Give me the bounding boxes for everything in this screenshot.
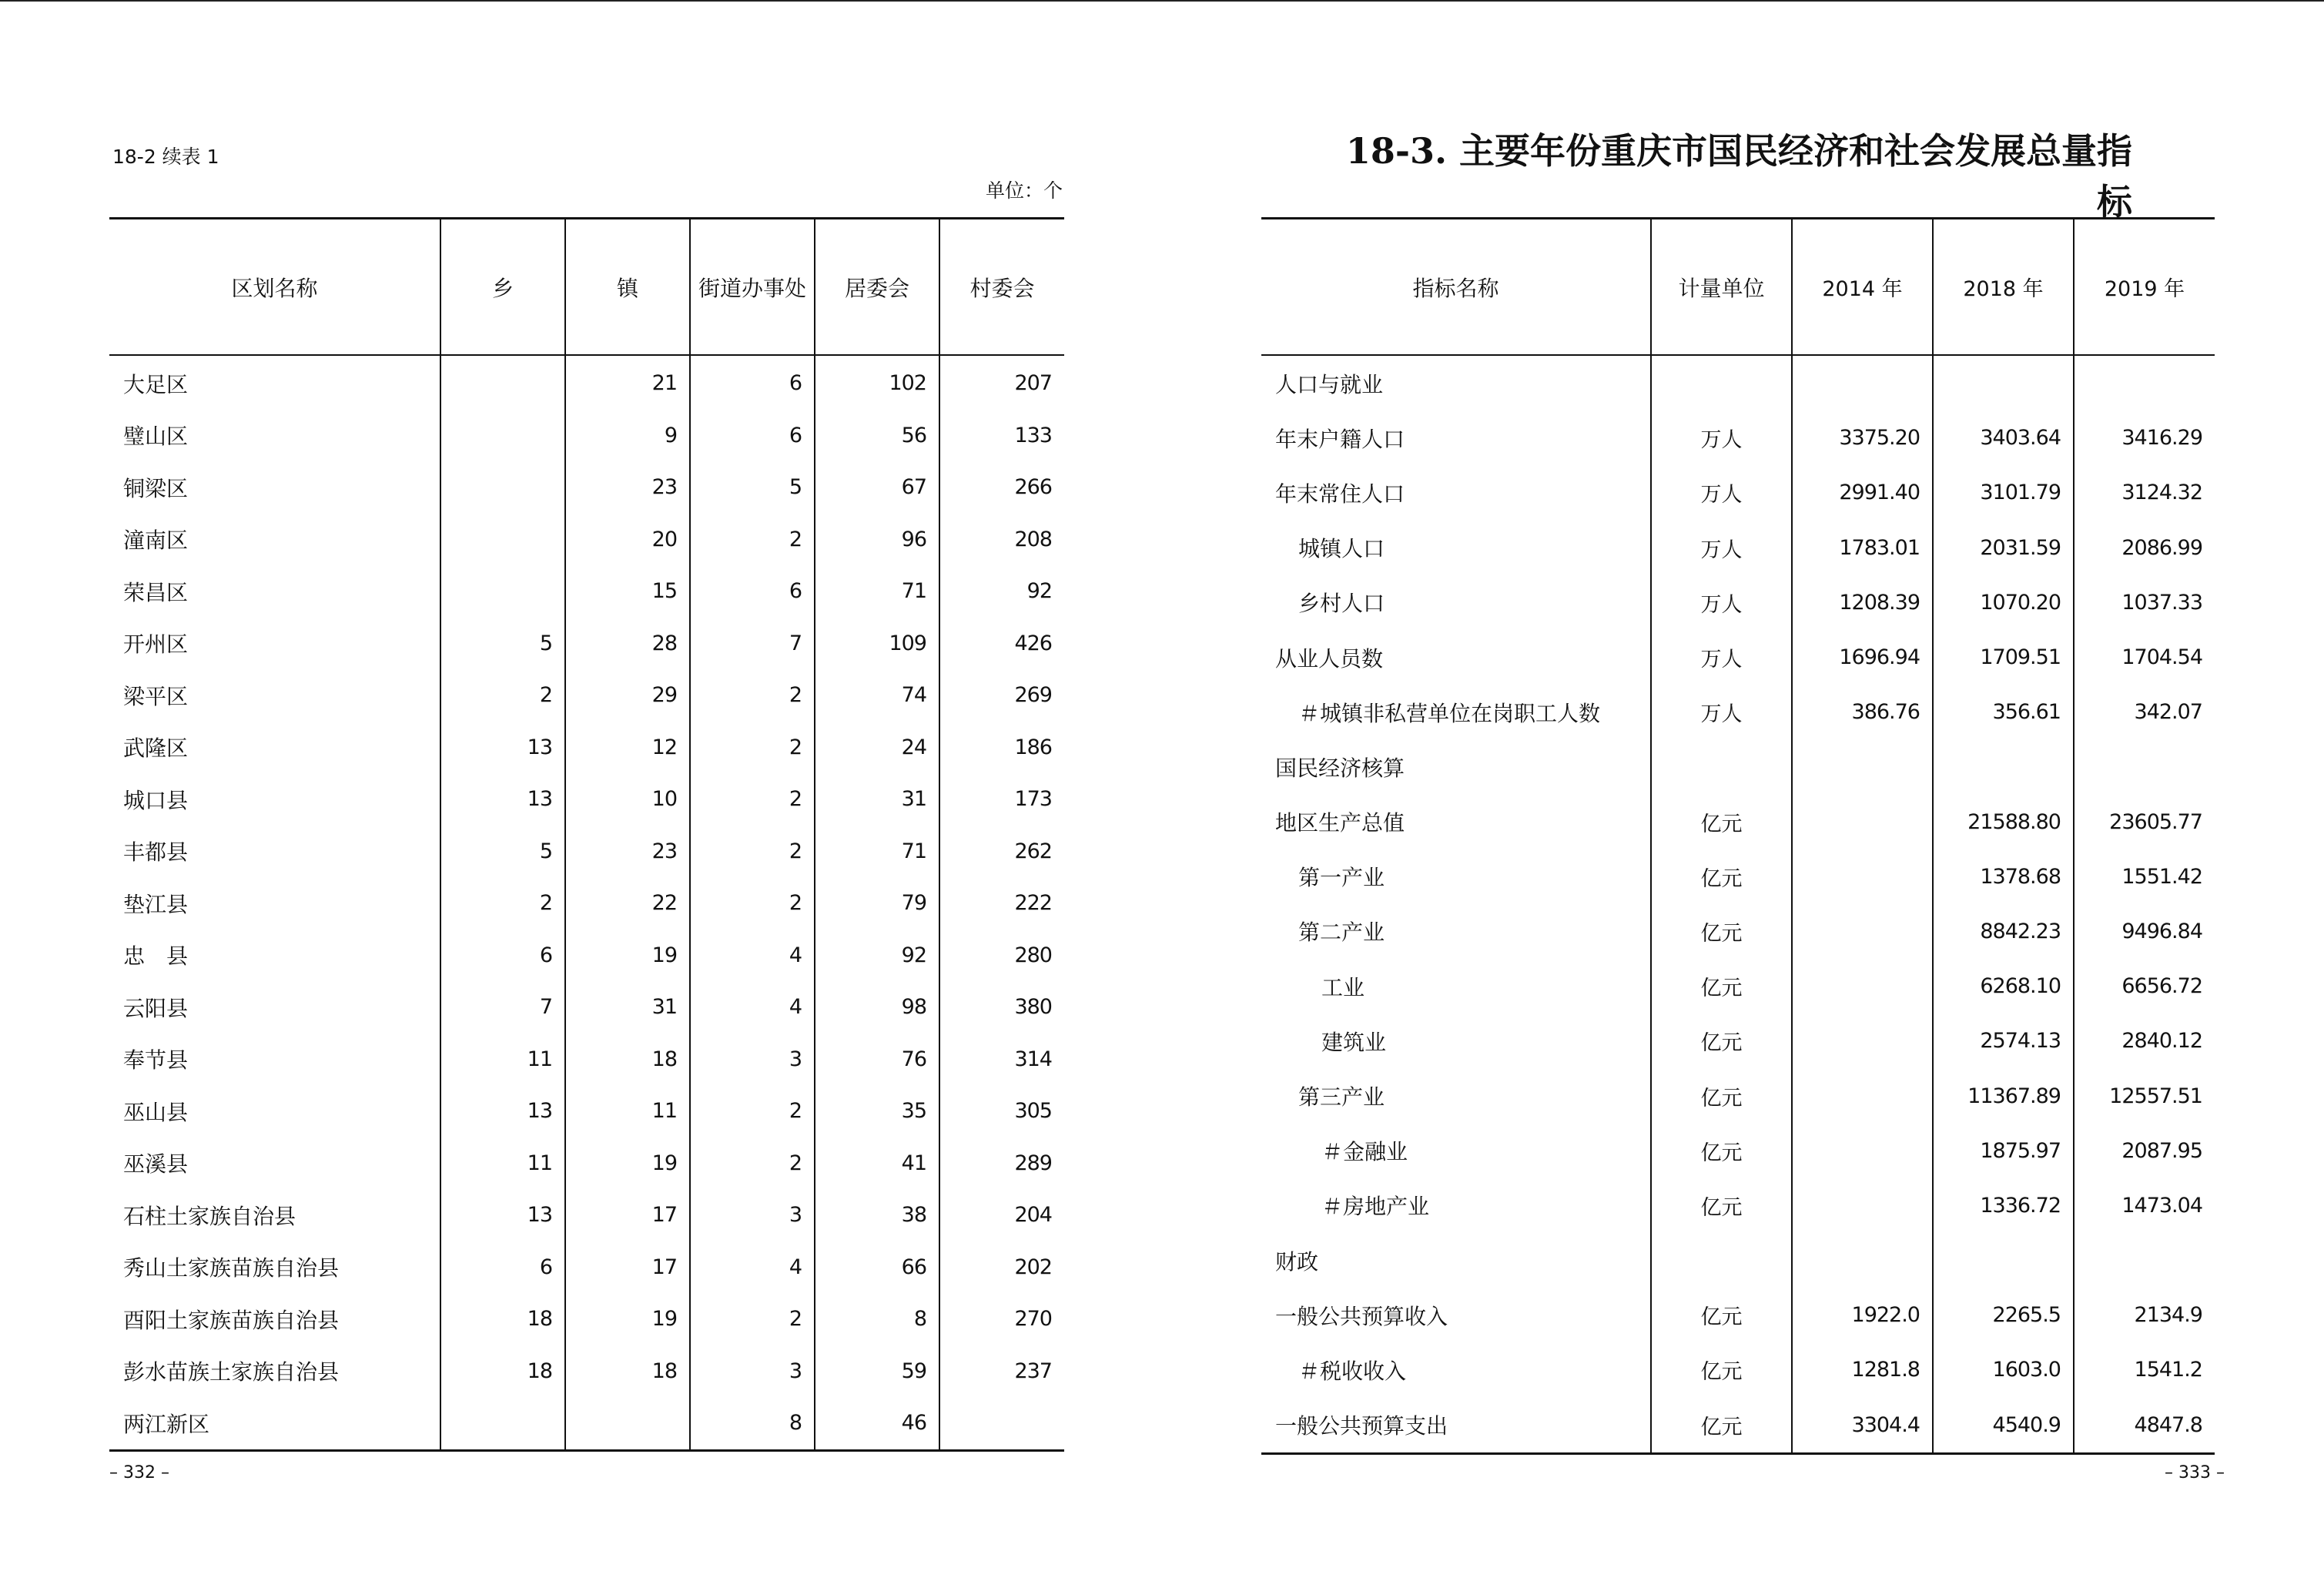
cell-y2014	[1792, 959, 1933, 1013]
cell-jiedao: 2	[690, 1293, 815, 1345]
unit-cell	[1651, 739, 1792, 794]
table-row	[109, 930, 1064, 982]
cell-juwei: 92	[815, 930, 939, 982]
cell-y2018: 11367.89	[1933, 1068, 2074, 1123]
cell-zhen: 18	[565, 1034, 690, 1086]
table-row	[1261, 575, 2215, 630]
table-row	[109, 461, 1064, 514]
unit-cell: 亿元	[1651, 904, 1792, 959]
cell-xiang	[440, 514, 565, 566]
cell-y2014: 1281.8	[1792, 1342, 1933, 1397]
cell-y2014	[1792, 795, 1933, 849]
cell-jiedao: 2	[690, 669, 815, 722]
cell-zhen: 19	[565, 930, 690, 982]
cell-xiang	[440, 410, 565, 462]
cell-y2019: 12557.51	[2074, 1068, 2215, 1123]
table-row	[109, 618, 1064, 670]
table-row	[1261, 1342, 2215, 1397]
cell-jiedao: 2	[690, 773, 815, 826]
division-name: 丰都县	[123, 839, 189, 866]
cell-y2018	[1933, 739, 2074, 794]
cell-cunwei: 270	[939, 1293, 1064, 1345]
page-number: – 333 –	[2165, 1463, 2225, 1482]
indicator-name: 第二产业	[1298, 920, 1385, 946]
table-row	[109, 1397, 1064, 1450]
cell-y2014: 2991.40	[1792, 465, 1933, 520]
cell-juwei: 76	[815, 1034, 939, 1086]
table-row	[1261, 1178, 2215, 1233]
cell-y2014	[1792, 904, 1933, 959]
col-header-2019: 2019 年	[2074, 219, 2215, 356]
cell-cunwei: 262	[939, 826, 1064, 878]
division-name: 大足区	[123, 371, 189, 397]
table-row	[109, 1034, 1064, 1086]
table-body	[1261, 355, 2215, 1453]
unit-cell	[1651, 355, 1792, 410]
unit-cell: 亿元	[1651, 1398, 1792, 1454]
cell-xiang	[440, 565, 565, 618]
cell-zhen: 17	[565, 1189, 690, 1241]
indicator-name: 第一产业	[1298, 865, 1385, 891]
col-header-unit: 计量单位	[1651, 219, 1792, 356]
cell-zhen: 15	[565, 565, 690, 618]
cell-y2018: 1875.97	[1933, 1124, 2074, 1178]
table-row	[109, 1293, 1064, 1345]
cell-cunwei	[939, 1397, 1064, 1450]
cell-zhen: 29	[565, 669, 690, 722]
indicator-name: 财政	[1275, 1248, 1319, 1275]
cell-cunwei: 380	[939, 981, 1064, 1034]
cell-cunwei: 305	[939, 1085, 1064, 1137]
cell-zhen: 23	[565, 826, 690, 878]
cell-juwei: 74	[815, 669, 939, 722]
table-row	[1261, 355, 2215, 410]
indicator-name: 年末户籍人口	[1275, 426, 1405, 452]
cell-jiedao: 6	[690, 355, 815, 410]
cell-zhen: 23	[565, 461, 690, 514]
unit-cell: 万人	[1651, 465, 1792, 520]
division-name: 铜梁区	[123, 475, 189, 501]
table-row	[109, 669, 1064, 722]
table-row	[109, 773, 1064, 826]
cell-jiedao: 6	[690, 565, 815, 618]
division-name: 武隆区	[123, 735, 189, 762]
cell-y2018: 2265.5	[1933, 1288, 2074, 1342]
cell-y2014: 1208.39	[1792, 575, 1933, 630]
unit-cell: 亿元	[1651, 795, 1792, 849]
cell-xiang: 13	[440, 1085, 565, 1137]
cell-y2014	[1792, 739, 1933, 794]
table-row	[1261, 849, 2215, 904]
cell-y2014: 3304.4	[1792, 1398, 1933, 1454]
cell-jiedao: 8	[690, 1397, 815, 1450]
cell-y2014	[1792, 1233, 1933, 1288]
table-caption: 18-2 续表 1	[112, 146, 219, 168]
unit-cell: 万人	[1651, 630, 1792, 685]
cell-xiang: 7	[440, 981, 565, 1034]
cell-cunwei: 133	[939, 410, 1064, 462]
cell-juwei: 38	[815, 1189, 939, 1241]
cell-xiang: 6	[440, 930, 565, 982]
cell-xiang: 11	[440, 1034, 565, 1086]
table-row	[1261, 1398, 2215, 1454]
division-name: 云阳县	[123, 995, 189, 1021]
table-row	[109, 1345, 1064, 1398]
indicator-name: 一般公共预算支出	[1275, 1413, 1448, 1439]
cell-y2018: 3403.64	[1933, 410, 2074, 465]
cell-xiang: 5	[440, 618, 565, 670]
cell-y2018: 356.61	[1933, 685, 2074, 739]
cell-juwei: 71	[815, 565, 939, 618]
table-row	[109, 355, 1064, 410]
cell-y2018: 6268.10	[1933, 959, 2074, 1013]
table-row	[109, 1137, 1064, 1190]
col-header-cunwei: 村委会	[939, 219, 1064, 356]
cell-cunwei: 202	[939, 1241, 1064, 1294]
table-row	[1261, 1068, 2215, 1123]
cell-jiedao: 6	[690, 410, 815, 462]
table-row	[1261, 904, 2215, 959]
table-row	[1261, 1233, 2215, 1288]
cell-xiang: 2	[440, 669, 565, 722]
cell-xiang: 13	[440, 773, 565, 826]
cell-y2018	[1933, 1233, 2074, 1288]
cell-xiang: 6	[440, 1241, 565, 1294]
unit-cell: 亿元	[1651, 1124, 1792, 1178]
header-row	[1261, 219, 2215, 356]
cell-cunwei: 237	[939, 1345, 1064, 1398]
table-row	[109, 410, 1064, 462]
cell-cunwei: 266	[939, 461, 1064, 514]
cell-cunwei: 208	[939, 514, 1064, 566]
table-row	[109, 514, 1064, 566]
right-page	[1162, 0, 2324, 1588]
cell-cunwei: 269	[939, 669, 1064, 722]
division-name: 酉阳土家族苗族自治县	[123, 1307, 340, 1333]
indicator-name: ＃城镇非私营单位在岗职工人数	[1298, 700, 1601, 726]
cell-zhen: 22	[565, 877, 690, 930]
cell-xiang: 13	[440, 722, 565, 774]
cell-cunwei: 207	[939, 355, 1064, 410]
cell-jiedao: 2	[690, 514, 815, 566]
cell-xiang	[440, 461, 565, 514]
cell-xiang: 5	[440, 826, 565, 878]
cell-xiang	[440, 1397, 565, 1450]
division-name: 城口县	[123, 787, 189, 813]
table-row	[1261, 959, 2215, 1013]
cell-juwei: 59	[815, 1345, 939, 1398]
indicator-name: 建筑业	[1321, 1029, 1387, 1055]
cell-y2014	[1792, 1124, 1933, 1178]
indicator-name: 国民经济核算	[1275, 755, 1405, 781]
col-header-jiedao: 街道办事处	[690, 219, 815, 356]
division-table	[109, 217, 1064, 1452]
cell-y2018: 21588.80	[1933, 795, 2074, 849]
table-row	[109, 1241, 1064, 1294]
cell-juwei: 71	[815, 826, 939, 878]
indicator-name: ＃房地产业	[1321, 1194, 1430, 1220]
indicator-name: ＃金融业	[1321, 1139, 1408, 1165]
cell-zhen: 19	[565, 1137, 690, 1190]
division-name: 秀山土家族苗族自治县	[123, 1255, 340, 1281]
unit-cell: 亿元	[1651, 1178, 1792, 1233]
cell-juwei: 46	[815, 1397, 939, 1450]
cell-cunwei: 314	[939, 1034, 1064, 1086]
cell-y2019: 2840.12	[2074, 1013, 2215, 1068]
table-row	[109, 877, 1064, 930]
cell-zhen: 17	[565, 1241, 690, 1294]
unit-cell: 万人	[1651, 575, 1792, 630]
division-name: 垫江县	[123, 891, 189, 917]
cell-juwei: 8	[815, 1293, 939, 1345]
indicator-name: 工业	[1321, 974, 1365, 1000]
unit-cell: 亿元	[1651, 1288, 1792, 1342]
cell-y2018: 2031.59	[1933, 521, 2074, 575]
division-name: 梁平区	[123, 683, 189, 709]
cell-zhen: 11	[565, 1085, 690, 1137]
cell-y2014	[1792, 1068, 1933, 1123]
cell-zhen: 9	[565, 410, 690, 462]
indicator-name: 从业人员数	[1275, 645, 1384, 672]
cell-jiedao: 2	[690, 826, 815, 878]
cell-y2014: 1783.01	[1792, 521, 1933, 575]
cell-xiang	[440, 355, 565, 410]
cell-xiang: 18	[440, 1345, 565, 1398]
cell-y2014	[1792, 1013, 1933, 1068]
cell-juwei: 98	[815, 981, 939, 1034]
indicator-table	[1261, 217, 2215, 1455]
cell-y2019: 2087.95	[2074, 1124, 2215, 1178]
table-body	[109, 355, 1064, 1450]
indicator-name: 第三产业	[1298, 1084, 1385, 1111]
cell-jiedao: 2	[690, 722, 815, 774]
division-name: 潼南区	[123, 528, 189, 554]
header-row	[109, 219, 1064, 356]
cell-y2019: 9496.84	[2074, 904, 2215, 959]
cell-xiang: 13	[440, 1189, 565, 1241]
division-name: 开州区	[123, 632, 189, 658]
col-header-indicator: 指标名称	[1261, 219, 1651, 356]
table-row	[109, 565, 1064, 618]
cell-y2019: 1551.42	[2074, 849, 2215, 904]
cell-cunwei: 280	[939, 930, 1064, 982]
cell-zhen: 31	[565, 981, 690, 1034]
unit-cell: 亿元	[1651, 1013, 1792, 1068]
cell-y2014: 386.76	[1792, 685, 1933, 739]
table-row	[109, 981, 1064, 1034]
cell-y2014	[1792, 1178, 1933, 1233]
cell-y2019: 23605.77	[2074, 795, 2215, 849]
table-row	[1261, 1288, 2215, 1342]
cell-zhen	[565, 1397, 690, 1450]
division-name: 巫溪县	[123, 1151, 189, 1178]
cell-y2014	[1792, 355, 1933, 410]
cell-y2018	[1933, 355, 2074, 410]
cell-y2014: 1922.0	[1792, 1288, 1933, 1342]
table-row	[1261, 465, 2215, 520]
col-header-zhen: 镇	[565, 219, 690, 356]
division-name: 彭水苗族土家族自治县	[123, 1359, 340, 1385]
cell-juwei: 31	[815, 773, 939, 826]
page-title: 18-3. 主要年份重庆市国民经济和社会发展总量指标	[1345, 130, 2132, 223]
cell-juwei: 79	[815, 877, 939, 930]
cell-y2019: 342.07	[2074, 685, 2215, 739]
cell-y2019: 2134.9	[2074, 1288, 2215, 1342]
cell-juwei: 24	[815, 722, 939, 774]
cell-zhen: 18	[565, 1345, 690, 1398]
cell-cunwei: 426	[939, 618, 1064, 670]
cell-y2014	[1792, 849, 1933, 904]
cell-zhen: 21	[565, 355, 690, 410]
table-row	[109, 1085, 1064, 1137]
unit-cell: 万人	[1651, 521, 1792, 575]
indicator-name: 乡村人口	[1298, 591, 1385, 617]
division-name: 两江新区	[123, 1411, 210, 1437]
cell-jiedao: 3	[690, 1189, 815, 1241]
cell-zhen: 10	[565, 773, 690, 826]
cell-y2019: 1704.54	[2074, 630, 2215, 685]
cell-y2018: 3101.79	[1933, 465, 2074, 520]
cell-cunwei: 289	[939, 1137, 1064, 1190]
division-name: 巫山县	[123, 1099, 189, 1125]
cell-juwei: 41	[815, 1137, 939, 1190]
cell-zhen: 12	[565, 722, 690, 774]
cell-zhen: 20	[565, 514, 690, 566]
cell-juwei: 35	[815, 1085, 939, 1137]
cell-xiang: 11	[440, 1137, 565, 1190]
cell-juwei: 96	[815, 514, 939, 566]
cell-y2014: 1696.94	[1792, 630, 1933, 685]
col-header-name: 区划名称	[109, 219, 440, 356]
indicator-name: 地区生产总值	[1275, 810, 1405, 836]
cell-jiedao: 2	[690, 1085, 815, 1137]
cell-y2018: 1336.72	[1933, 1178, 2074, 1233]
table-row	[1261, 1013, 2215, 1068]
indicator-name: 一般公共预算收入	[1275, 1303, 1448, 1329]
division-name: 忠 县	[123, 943, 189, 970]
division-name: 荣昌区	[123, 579, 189, 605]
division-name: 石柱土家族自治县	[123, 1203, 296, 1229]
cell-jiedao: 3	[690, 1034, 815, 1086]
cell-y2019: 6656.72	[2074, 959, 2215, 1013]
col-header-2018: 2018 年	[1933, 219, 2074, 356]
cell-y2018: 2574.13	[1933, 1013, 2074, 1068]
cell-juwei: 102	[815, 355, 939, 410]
cell-y2018: 1709.51	[1933, 630, 2074, 685]
table-row	[1261, 685, 2215, 739]
col-header-xiang: 乡	[440, 219, 565, 356]
cell-y2018: 1603.0	[1933, 1342, 2074, 1397]
cell-zhen: 19	[565, 1293, 690, 1345]
page-number: – 332 –	[109, 1463, 169, 1482]
cell-jiedao: 4	[690, 981, 815, 1034]
table-row	[1261, 630, 2215, 685]
cell-y2019	[2074, 739, 2215, 794]
unit-cell	[1651, 1233, 1792, 1288]
table-row	[1261, 410, 2215, 465]
unit-cell: 亿元	[1651, 849, 1792, 904]
cell-juwei: 66	[815, 1241, 939, 1294]
division-name: 奉节县	[123, 1047, 189, 1074]
cell-juwei: 56	[815, 410, 939, 462]
unit-cell: 亿元	[1651, 1342, 1792, 1397]
cell-y2019	[2074, 355, 2215, 410]
unit-cell: 亿元	[1651, 959, 1792, 1013]
unit-cell: 万人	[1651, 410, 1792, 465]
cell-y2018: 4540.9	[1933, 1398, 2074, 1454]
cell-cunwei: 173	[939, 773, 1064, 826]
cell-cunwei: 222	[939, 877, 1064, 930]
cell-y2019: 1473.04	[2074, 1178, 2215, 1233]
indicator-name: ＃税收收入	[1298, 1358, 1407, 1384]
cell-cunwei: 204	[939, 1189, 1064, 1241]
cell-xiang: 18	[440, 1293, 565, 1345]
division-name: 璧山区	[123, 424, 189, 450]
cell-y2019: 1541.2	[2074, 1342, 2215, 1397]
cell-cunwei: 186	[939, 722, 1064, 774]
cell-jiedao: 2	[690, 1137, 815, 1190]
table-row	[109, 1189, 1064, 1241]
cell-juwei: 109	[815, 618, 939, 670]
cell-y2019: 3124.32	[2074, 465, 2215, 520]
cell-juwei: 67	[815, 461, 939, 514]
indicator-name: 人口与就业	[1275, 371, 1384, 397]
table-row	[109, 826, 1064, 878]
cell-y2018: 1378.68	[1933, 849, 2074, 904]
table-row	[1261, 739, 2215, 794]
cell-jiedao: 7	[690, 618, 815, 670]
table-row	[1261, 795, 2215, 849]
cell-jiedao: 4	[690, 1241, 815, 1294]
cell-xiang: 2	[440, 877, 565, 930]
table-row	[109, 722, 1064, 774]
cell-y2014: 3375.20	[1792, 410, 1933, 465]
table-row	[1261, 521, 2215, 575]
cell-y2019: 2086.99	[2074, 521, 2215, 575]
cell-jiedao: 5	[690, 461, 815, 514]
cell-y2018: 8842.23	[1933, 904, 2074, 959]
unit-cell: 万人	[1651, 685, 1792, 739]
cell-y2019: 1037.33	[2074, 575, 2215, 630]
cell-y2019: 4847.8	[2074, 1398, 2215, 1454]
cell-y2019: 3416.29	[2074, 410, 2215, 465]
cell-jiedao: 4	[690, 930, 815, 982]
cell-jiedao: 3	[690, 1345, 815, 1398]
indicator-name: 城镇人口	[1298, 536, 1385, 562]
cell-jiedao: 2	[690, 877, 815, 930]
cell-y2019	[2074, 1233, 2215, 1288]
unit-label: 单位：个	[985, 179, 1063, 202]
cell-y2018: 1070.20	[1933, 575, 2074, 630]
table-row	[1261, 1124, 2215, 1178]
unit-cell: 亿元	[1651, 1068, 1792, 1123]
cell-zhen: 28	[565, 618, 690, 670]
col-header-2014: 2014 年	[1792, 219, 1933, 356]
indicator-name: 年末常住人口	[1275, 481, 1405, 507]
cell-cunwei: 92	[939, 565, 1064, 618]
col-header-juwei: 居委会	[815, 219, 939, 356]
